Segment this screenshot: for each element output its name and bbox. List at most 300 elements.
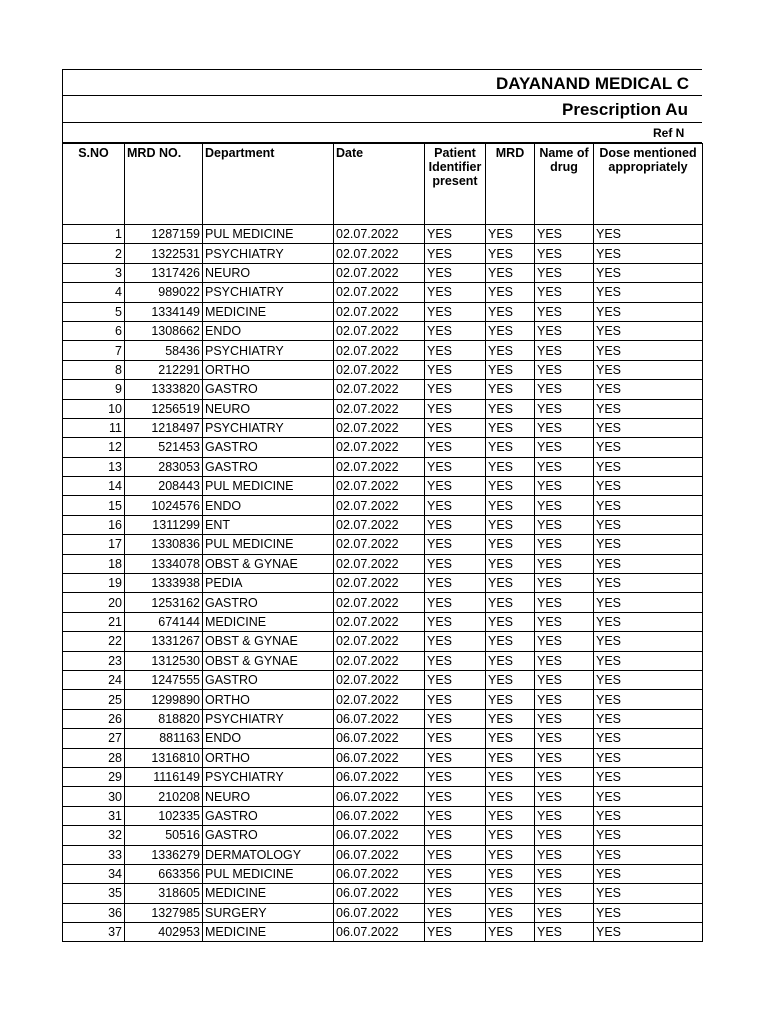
- mrd-cell[interactable]: YES: [486, 845, 535, 864]
- dose-cell[interactable]: YES: [594, 263, 703, 282]
- sno-cell[interactable]: 12: [63, 438, 125, 457]
- department-cell[interactable]: ENT: [203, 515, 334, 534]
- dose-cell[interactable]: YES: [594, 767, 703, 786]
- date-cell[interactable]: 06.07.2022: [334, 709, 425, 728]
- date-cell[interactable]: 02.07.2022: [334, 438, 425, 457]
- mrd-no-cell[interactable]: 402953: [125, 923, 203, 942]
- date-cell[interactable]: 02.07.2022: [334, 690, 425, 709]
- department-cell[interactable]: PUL MEDICINE: [203, 225, 334, 244]
- patient-identifier-cell[interactable]: YES: [425, 418, 486, 437]
- mrd-cell[interactable]: YES: [486, 806, 535, 825]
- mrd-no-cell[interactable]: 1316810: [125, 748, 203, 767]
- department-cell[interactable]: MEDICINE: [203, 612, 334, 631]
- dose-cell[interactable]: YES: [594, 341, 703, 360]
- date-cell[interactable]: 06.07.2022: [334, 864, 425, 883]
- mrd-no-cell[interactable]: 1336279: [125, 845, 203, 864]
- mrd-cell[interactable]: YES: [486, 612, 535, 631]
- department-cell[interactable]: MEDICINE: [203, 923, 334, 942]
- mrd-no-cell[interactable]: 818820: [125, 709, 203, 728]
- mrd-cell[interactable]: YES: [486, 360, 535, 379]
- drug-name-cell[interactable]: YES: [535, 515, 594, 534]
- dose-cell[interactable]: YES: [594, 787, 703, 806]
- department-cell[interactable]: SURGERY: [203, 903, 334, 922]
- patient-identifier-cell[interactable]: YES: [425, 826, 486, 845]
- mrd-no-cell[interactable]: 1287159: [125, 225, 203, 244]
- patient-identifier-cell[interactable]: YES: [425, 748, 486, 767]
- mrd-cell[interactable]: YES: [486, 864, 535, 883]
- date-cell[interactable]: 06.07.2022: [334, 787, 425, 806]
- sno-cell[interactable]: 36: [63, 903, 125, 922]
- date-cell[interactable]: 02.07.2022: [334, 399, 425, 418]
- mrd-cell[interactable]: YES: [486, 283, 535, 302]
- mrd-cell[interactable]: YES: [486, 593, 535, 612]
- department-cell[interactable]: GASTRO: [203, 806, 334, 825]
- drug-name-cell[interactable]: YES: [535, 651, 594, 670]
- drug-name-cell[interactable]: YES: [535, 360, 594, 379]
- mrd-cell[interactable]: YES: [486, 399, 535, 418]
- dose-cell[interactable]: YES: [594, 380, 703, 399]
- department-cell[interactable]: GASTRO: [203, 593, 334, 612]
- dose-cell[interactable]: YES: [594, 477, 703, 496]
- date-cell[interactable]: 02.07.2022: [334, 457, 425, 476]
- department-cell[interactable]: PUL MEDICINE: [203, 477, 334, 496]
- drug-name-cell[interactable]: YES: [535, 418, 594, 437]
- mrd-no-cell[interactable]: 1256519: [125, 399, 203, 418]
- department-cell[interactable]: ENDO: [203, 321, 334, 340]
- mrd-cell[interactable]: YES: [486, 418, 535, 437]
- mrd-cell[interactable]: YES: [486, 826, 535, 845]
- sno-cell[interactable]: 32: [63, 826, 125, 845]
- mrd-cell[interactable]: YES: [486, 341, 535, 360]
- mrd-cell[interactable]: YES: [486, 380, 535, 399]
- mrd-no-cell[interactable]: 102335: [125, 806, 203, 825]
- drug-name-cell[interactable]: YES: [535, 399, 594, 418]
- mrd-no-cell[interactable]: 1024576: [125, 496, 203, 515]
- patient-identifier-cell[interactable]: YES: [425, 593, 486, 612]
- drug-name-cell[interactable]: YES: [535, 826, 594, 845]
- patient-identifier-cell[interactable]: YES: [425, 806, 486, 825]
- date-cell[interactable]: 02.07.2022: [334, 360, 425, 379]
- patient-identifier-cell[interactable]: YES: [425, 864, 486, 883]
- drug-name-cell[interactable]: YES: [535, 496, 594, 515]
- sno-cell[interactable]: 6: [63, 321, 125, 340]
- patient-identifier-cell[interactable]: YES: [425, 787, 486, 806]
- sno-cell[interactable]: 9: [63, 380, 125, 399]
- patient-identifier-cell[interactable]: YES: [425, 884, 486, 903]
- drug-name-cell[interactable]: YES: [535, 341, 594, 360]
- drug-name-cell[interactable]: YES: [535, 283, 594, 302]
- date-cell[interactable]: 02.07.2022: [334, 283, 425, 302]
- patient-identifier-cell[interactable]: YES: [425, 341, 486, 360]
- drug-name-cell[interactable]: YES: [535, 457, 594, 476]
- drug-name-cell[interactable]: YES: [535, 748, 594, 767]
- dose-cell[interactable]: YES: [594, 438, 703, 457]
- mrd-cell[interactable]: YES: [486, 496, 535, 515]
- sno-cell[interactable]: 21: [63, 612, 125, 631]
- dose-cell[interactable]: YES: [594, 729, 703, 748]
- date-cell[interactable]: 06.07.2022: [334, 729, 425, 748]
- dose-cell[interactable]: YES: [594, 302, 703, 321]
- patient-identifier-cell[interactable]: YES: [425, 360, 486, 379]
- mrd-no-cell[interactable]: 1116149: [125, 767, 203, 786]
- dose-cell[interactable]: YES: [594, 283, 703, 302]
- drug-name-cell[interactable]: YES: [535, 244, 594, 263]
- date-cell[interactable]: 06.07.2022: [334, 903, 425, 922]
- patient-identifier-cell[interactable]: YES: [425, 632, 486, 651]
- date-cell[interactable]: 02.07.2022: [334, 593, 425, 612]
- sno-cell[interactable]: 18: [63, 554, 125, 573]
- mrd-cell[interactable]: YES: [486, 729, 535, 748]
- mrd-cell[interactable]: YES: [486, 651, 535, 670]
- dose-cell[interactable]: YES: [594, 554, 703, 573]
- date-cell[interactable]: 02.07.2022: [334, 535, 425, 554]
- mrd-no-cell[interactable]: 521453: [125, 438, 203, 457]
- mrd-no-cell[interactable]: 1253162: [125, 593, 203, 612]
- mrd-no-cell[interactable]: 881163: [125, 729, 203, 748]
- patient-identifier-cell[interactable]: YES: [425, 535, 486, 554]
- patient-identifier-cell[interactable]: YES: [425, 574, 486, 593]
- patient-identifier-cell[interactable]: YES: [425, 283, 486, 302]
- department-cell[interactable]: PSYCHIATRY: [203, 709, 334, 728]
- mrd-no-cell[interactable]: 1334078: [125, 554, 203, 573]
- department-cell[interactable]: GASTRO: [203, 457, 334, 476]
- drug-name-cell[interactable]: YES: [535, 903, 594, 922]
- sno-cell[interactable]: 29: [63, 767, 125, 786]
- sno-cell[interactable]: 1: [63, 225, 125, 244]
- dose-cell[interactable]: YES: [594, 496, 703, 515]
- patient-identifier-cell[interactable]: YES: [425, 321, 486, 340]
- patient-identifier-cell[interactable]: YES: [425, 709, 486, 728]
- mrd-no-cell[interactable]: 1218497: [125, 418, 203, 437]
- patient-identifier-cell[interactable]: YES: [425, 244, 486, 263]
- patient-identifier-cell[interactable]: YES: [425, 302, 486, 321]
- mrd-cell[interactable]: YES: [486, 884, 535, 903]
- patient-identifier-cell[interactable]: YES: [425, 612, 486, 631]
- dose-cell[interactable]: YES: [594, 418, 703, 437]
- dose-cell[interactable]: YES: [594, 903, 703, 922]
- dose-cell[interactable]: YES: [594, 690, 703, 709]
- mrd-cell[interactable]: YES: [486, 554, 535, 573]
- patient-identifier-cell[interactable]: YES: [425, 399, 486, 418]
- date-cell[interactable]: 06.07.2022: [334, 748, 425, 767]
- mrd-no-cell[interactable]: 1334149: [125, 302, 203, 321]
- mrd-cell[interactable]: YES: [486, 670, 535, 689]
- sno-cell[interactable]: 28: [63, 748, 125, 767]
- department-cell[interactable]: NEURO: [203, 787, 334, 806]
- sno-cell[interactable]: 19: [63, 574, 125, 593]
- drug-name-cell[interactable]: YES: [535, 321, 594, 340]
- department-cell[interactable]: PSYCHIATRY: [203, 341, 334, 360]
- sno-cell[interactable]: 17: [63, 535, 125, 554]
- department-cell[interactable]: DERMATOLOGY: [203, 845, 334, 864]
- date-cell[interactable]: 02.07.2022: [334, 496, 425, 515]
- date-cell[interactable]: 06.07.2022: [334, 923, 425, 942]
- patient-identifier-cell[interactable]: YES: [425, 690, 486, 709]
- patient-identifier-cell[interactable]: YES: [425, 457, 486, 476]
- drug-name-cell[interactable]: YES: [535, 554, 594, 573]
- mrd-no-cell[interactable]: 58436: [125, 341, 203, 360]
- department-cell[interactable]: GASTRO: [203, 670, 334, 689]
- dose-cell[interactable]: YES: [594, 670, 703, 689]
- sno-cell[interactable]: 11: [63, 418, 125, 437]
- patient-identifier-cell[interactable]: YES: [425, 515, 486, 534]
- sno-cell[interactable]: 37: [63, 923, 125, 942]
- department-cell[interactable]: PEDIA: [203, 574, 334, 593]
- sno-cell[interactable]: 22: [63, 632, 125, 651]
- mrd-no-cell[interactable]: 1330836: [125, 535, 203, 554]
- department-cell[interactable]: MEDICINE: [203, 884, 334, 903]
- department-cell[interactable]: ORTHO: [203, 748, 334, 767]
- drug-name-cell[interactable]: YES: [535, 923, 594, 942]
- date-cell[interactable]: 02.07.2022: [334, 632, 425, 651]
- department-cell[interactable]: ORTHO: [203, 690, 334, 709]
- department-cell[interactable]: OBST & GYNAE: [203, 651, 334, 670]
- sno-cell[interactable]: 35: [63, 884, 125, 903]
- sno-cell[interactable]: 31: [63, 806, 125, 825]
- mrd-no-cell[interactable]: 318605: [125, 884, 203, 903]
- mrd-no-cell[interactable]: 1317426: [125, 263, 203, 282]
- department-cell[interactable]: OBST & GYNAE: [203, 554, 334, 573]
- date-cell[interactable]: 02.07.2022: [334, 418, 425, 437]
- dose-cell[interactable]: YES: [594, 651, 703, 670]
- dose-cell[interactable]: YES: [594, 593, 703, 612]
- sno-cell[interactable]: 30: [63, 787, 125, 806]
- date-cell[interactable]: 06.07.2022: [334, 806, 425, 825]
- mrd-cell[interactable]: YES: [486, 767, 535, 786]
- drug-name-cell[interactable]: YES: [535, 690, 594, 709]
- drug-name-cell[interactable]: YES: [535, 477, 594, 496]
- table-row: [63, 632, 703, 651]
- date-cell[interactable]: 02.07.2022: [334, 574, 425, 593]
- date-cell[interactable]: 06.07.2022: [334, 767, 425, 786]
- date-cell[interactable]: 02.07.2022: [334, 477, 425, 496]
- department-cell[interactable]: MEDICINE: [203, 302, 334, 321]
- table-row: [63, 767, 703, 786]
- mrd-no-cell[interactable]: 212291: [125, 360, 203, 379]
- department-cell[interactable]: GASTRO: [203, 826, 334, 845]
- mrd-cell[interactable]: YES: [486, 709, 535, 728]
- department-cell[interactable]: PSYCHIATRY: [203, 244, 334, 263]
- patient-identifier-cell[interactable]: YES: [425, 225, 486, 244]
- mrd-no-cell[interactable]: 1299890: [125, 690, 203, 709]
- mrd-no-cell[interactable]: 210208: [125, 787, 203, 806]
- sno-cell[interactable]: 27: [63, 729, 125, 748]
- department-cell[interactable]: PSYCHIATRY: [203, 767, 334, 786]
- sno-cell[interactable]: 23: [63, 651, 125, 670]
- sno-cell[interactable]: 25: [63, 690, 125, 709]
- patient-identifier-cell[interactable]: YES: [425, 380, 486, 399]
- dose-cell[interactable]: YES: [594, 225, 703, 244]
- sno-cell[interactable]: 2: [63, 244, 125, 263]
- dose-cell[interactable]: YES: [594, 535, 703, 554]
- sno-cell[interactable]: 8: [63, 360, 125, 379]
- date-cell[interactable]: 06.07.2022: [334, 826, 425, 845]
- mrd-cell[interactable]: YES: [486, 690, 535, 709]
- dose-cell[interactable]: YES: [594, 632, 703, 651]
- date-cell[interactable]: 02.07.2022: [334, 263, 425, 282]
- drug-name-cell[interactable]: YES: [535, 670, 594, 689]
- mrd-cell[interactable]: YES: [486, 632, 535, 651]
- drug-name-cell[interactable]: YES: [535, 438, 594, 457]
- patient-identifier-cell[interactable]: YES: [425, 767, 486, 786]
- date-cell[interactable]: 02.07.2022: [334, 554, 425, 573]
- date-cell[interactable]: 06.07.2022: [334, 884, 425, 903]
- mrd-no-cell[interactable]: 1331267: [125, 632, 203, 651]
- patient-identifier-cell[interactable]: YES: [425, 923, 486, 942]
- drug-name-cell[interactable]: YES: [535, 263, 594, 282]
- drug-name-cell[interactable]: YES: [535, 225, 594, 244]
- department-cell[interactable]: ORTHO: [203, 360, 334, 379]
- date-cell[interactable]: 02.07.2022: [334, 380, 425, 399]
- department-cell[interactable]: PSYCHIATRY: [203, 283, 334, 302]
- mrd-cell[interactable]: YES: [486, 748, 535, 767]
- mrd-no-cell[interactable]: 50516: [125, 826, 203, 845]
- department-cell[interactable]: GASTRO: [203, 380, 334, 399]
- dose-cell[interactable]: YES: [594, 845, 703, 864]
- dose-cell[interactable]: YES: [594, 321, 703, 340]
- patient-identifier-cell[interactable]: YES: [425, 263, 486, 282]
- drug-name-cell[interactable]: YES: [535, 845, 594, 864]
- dose-cell[interactable]: YES: [594, 748, 703, 767]
- mrd-cell[interactable]: YES: [486, 787, 535, 806]
- department-cell[interactable]: ENDO: [203, 729, 334, 748]
- dose-cell[interactable]: YES: [594, 923, 703, 942]
- mrd-cell[interactable]: YES: [486, 477, 535, 496]
- sno-cell[interactable]: 4: [63, 283, 125, 302]
- department-cell[interactable]: NEURO: [203, 263, 334, 282]
- dose-cell[interactable]: YES: [594, 826, 703, 845]
- column-header-sno: S.NO: [63, 144, 125, 225]
- mrd-cell[interactable]: YES: [486, 302, 535, 321]
- date-cell[interactable]: 02.07.2022: [334, 244, 425, 263]
- dose-cell[interactable]: YES: [594, 244, 703, 263]
- mrd-no-cell[interactable]: 663356: [125, 864, 203, 883]
- dose-cell[interactable]: YES: [594, 574, 703, 593]
- drug-name-cell[interactable]: YES: [535, 535, 594, 554]
- dose-cell[interactable]: YES: [594, 360, 703, 379]
- mrd-cell[interactable]: YES: [486, 535, 535, 554]
- sno-cell[interactable]: 13: [63, 457, 125, 476]
- drug-name-cell[interactable]: YES: [535, 380, 594, 399]
- sno-cell[interactable]: 7: [63, 341, 125, 360]
- drug-name-cell[interactable]: YES: [535, 787, 594, 806]
- mrd-no-cell[interactable]: 989022: [125, 283, 203, 302]
- sno-cell[interactable]: 33: [63, 845, 125, 864]
- date-cell[interactable]: 02.07.2022: [334, 302, 425, 321]
- mrd-cell[interactable]: YES: [486, 225, 535, 244]
- mrd-cell[interactable]: YES: [486, 457, 535, 476]
- mrd-no-cell[interactable]: 1311299: [125, 515, 203, 534]
- mrd-cell[interactable]: YES: [486, 263, 535, 282]
- mrd-no-cell[interactable]: 674144: [125, 612, 203, 631]
- spreadsheet: [62, 69, 697, 942]
- date-cell[interactable]: 02.07.2022: [334, 670, 425, 689]
- department-cell[interactable]: PUL MEDICINE: [203, 864, 334, 883]
- drug-name-cell[interactable]: YES: [535, 806, 594, 825]
- sno-cell[interactable]: 34: [63, 864, 125, 883]
- mrd-cell[interactable]: YES: [486, 903, 535, 922]
- drug-name-cell[interactable]: YES: [535, 884, 594, 903]
- mrd-no-cell[interactable]: 1308662: [125, 321, 203, 340]
- patient-identifier-cell[interactable]: YES: [425, 903, 486, 922]
- mrd-cell[interactable]: YES: [486, 574, 535, 593]
- dose-cell[interactable]: YES: [594, 612, 703, 631]
- date-cell[interactable]: 06.07.2022: [334, 845, 425, 864]
- dose-cell[interactable]: YES: [594, 806, 703, 825]
- drug-name-cell[interactable]: YES: [535, 729, 594, 748]
- dose-cell[interactable]: YES: [594, 709, 703, 728]
- mrd-no-cell[interactable]: 1322531: [125, 244, 203, 263]
- dose-cell[interactable]: YES: [594, 884, 703, 903]
- patient-identifier-cell[interactable]: YES: [425, 651, 486, 670]
- patient-identifier-cell[interactable]: YES: [425, 554, 486, 573]
- sno-cell[interactable]: 10: [63, 399, 125, 418]
- patient-identifier-cell[interactable]: YES: [425, 496, 486, 515]
- sno-cell[interactable]: 24: [63, 670, 125, 689]
- drug-name-cell[interactable]: YES: [535, 767, 594, 786]
- mrd-no-cell[interactable]: 283053: [125, 457, 203, 476]
- dose-cell[interactable]: YES: [594, 457, 703, 476]
- dose-cell[interactable]: YES: [594, 515, 703, 534]
- mrd-no-cell[interactable]: 1247555: [125, 670, 203, 689]
- drug-name-cell[interactable]: YES: [535, 612, 594, 631]
- drug-name-cell[interactable]: YES: [535, 593, 594, 612]
- department-cell[interactable]: NEURO: [203, 399, 334, 418]
- patient-identifier-cell[interactable]: YES: [425, 438, 486, 457]
- mrd-no-cell[interactable]: 1327985: [125, 903, 203, 922]
- mrd-cell[interactable]: YES: [486, 515, 535, 534]
- drug-name-cell[interactable]: YES: [535, 302, 594, 321]
- date-cell[interactable]: 02.07.2022: [334, 612, 425, 631]
- drug-name-cell[interactable]: YES: [535, 864, 594, 883]
- sno-cell[interactable]: 16: [63, 515, 125, 534]
- sno-cell[interactable]: 5: [63, 302, 125, 321]
- mrd-no-cell[interactable]: 1333938: [125, 574, 203, 593]
- department-cell[interactable]: PUL MEDICINE: [203, 535, 334, 554]
- department-cell[interactable]: OBST & GYNAE: [203, 632, 334, 651]
- date-cell[interactable]: 02.07.2022: [334, 651, 425, 670]
- date-cell[interactable]: 02.07.2022: [334, 321, 425, 340]
- mrd-no-cell[interactable]: 1333820: [125, 380, 203, 399]
- drug-name-cell[interactable]: YES: [535, 709, 594, 728]
- sno-cell[interactable]: 3: [63, 263, 125, 282]
- mrd-cell[interactable]: YES: [486, 923, 535, 942]
- patient-identifier-cell[interactable]: YES: [425, 729, 486, 748]
- mrd-cell[interactable]: YES: [486, 321, 535, 340]
- dose-cell[interactable]: YES: [594, 864, 703, 883]
- department-cell[interactable]: ENDO: [203, 496, 334, 515]
- drug-name-cell[interactable]: YES: [535, 632, 594, 651]
- dose-cell[interactable]: YES: [594, 399, 703, 418]
- mrd-no-cell[interactable]: 1312530: [125, 651, 203, 670]
- mrd-cell[interactable]: YES: [486, 244, 535, 263]
- department-cell[interactable]: PSYCHIATRY: [203, 418, 334, 437]
- sno-cell[interactable]: 20: [63, 593, 125, 612]
- patient-identifier-cell[interactable]: YES: [425, 670, 486, 689]
- department-cell[interactable]: GASTRO: [203, 438, 334, 457]
- sno-cell[interactable]: 14: [63, 477, 125, 496]
- sno-cell[interactable]: 15: [63, 496, 125, 515]
- drug-name-cell[interactable]: YES: [535, 574, 594, 593]
- sno-cell[interactable]: 26: [63, 709, 125, 728]
- patient-identifier-cell[interactable]: YES: [425, 845, 486, 864]
- mrd-no-cell[interactable]: 208443: [125, 477, 203, 496]
- date-cell[interactable]: 02.07.2022: [334, 341, 425, 360]
- date-cell[interactable]: 02.07.2022: [334, 225, 425, 244]
- patient-identifier-cell[interactable]: YES: [425, 477, 486, 496]
- mrd-cell[interactable]: YES: [486, 438, 535, 457]
- date-cell[interactable]: 02.07.2022: [334, 515, 425, 534]
